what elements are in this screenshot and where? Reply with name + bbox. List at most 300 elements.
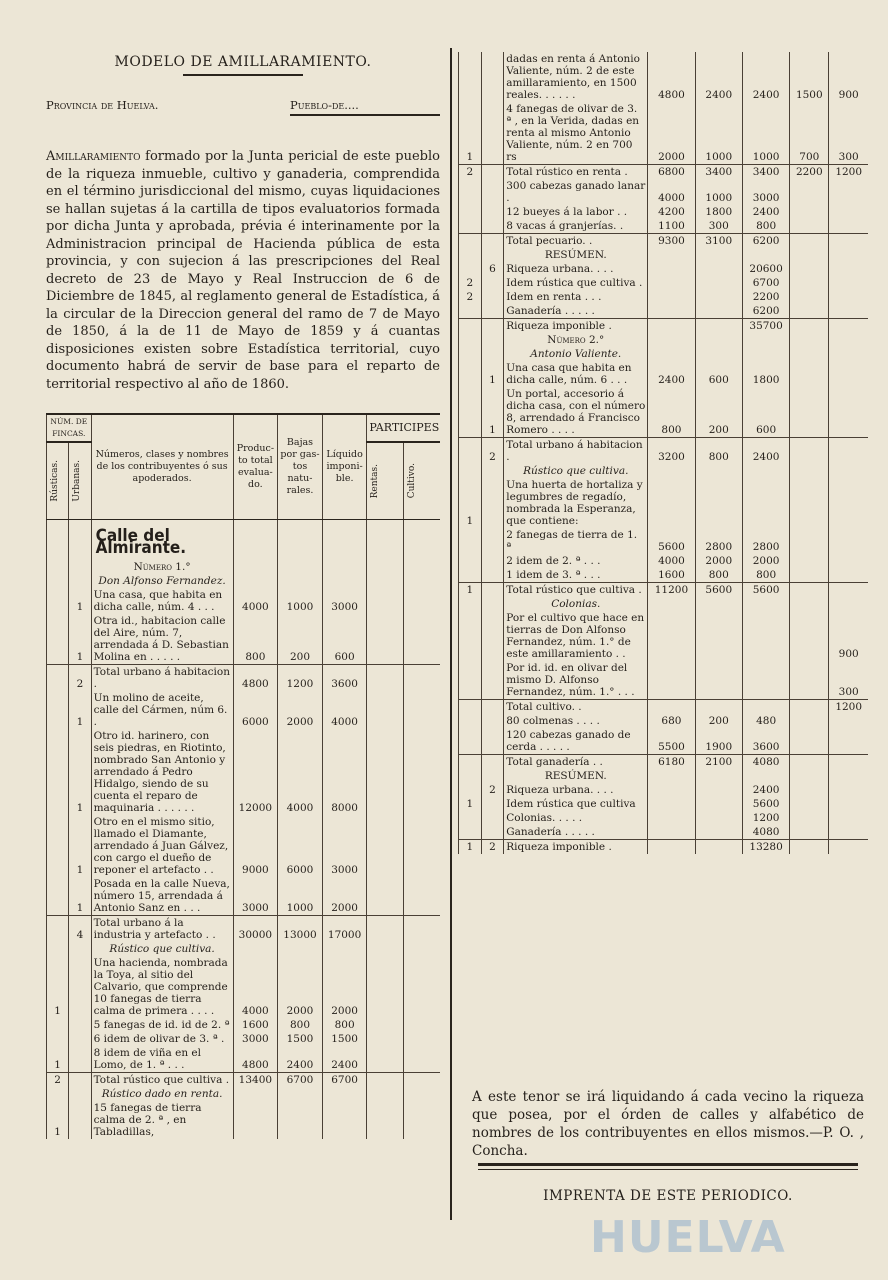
rentas-cell (790, 568, 829, 583)
left-row (47, 560, 441, 574)
right-row (459, 276, 869, 290)
right-row (459, 554, 869, 568)
urbanas-cell (481, 714, 504, 728)
producto-cell (648, 262, 695, 276)
cultivo-cell (403, 1032, 440, 1046)
cultivo-cell (403, 1046, 440, 1073)
producto-cell: 800 (233, 614, 278, 665)
liquido-cell (742, 347, 789, 361)
liquido-cell (742, 661, 789, 700)
bajas-cell: 1200 (278, 665, 323, 692)
producto-cell (233, 1101, 278, 1139)
right-row (459, 205, 869, 219)
rusticas-cell (459, 333, 482, 347)
cultivo-cell (829, 464, 868, 478)
rusticas-cell (459, 464, 482, 478)
rusticas-cell (459, 783, 482, 797)
urbanas-cell (481, 205, 504, 219)
liquido-cell: 2400 (742, 438, 789, 465)
cultivo-cell (829, 262, 868, 276)
cultivo-cell: 1200 (829, 165, 868, 180)
bajas-cell: 1900 (695, 728, 742, 755)
cultivo-cell (403, 574, 440, 588)
liquido-cell: 6200 (742, 304, 789, 319)
rentas-cell (367, 916, 404, 943)
bajas-cell: 200 (278, 614, 323, 665)
producto-cell: 4000 (648, 179, 695, 205)
producto-cell (648, 478, 695, 528)
cultivo-cell (403, 614, 440, 665)
right-row (459, 714, 869, 728)
right-row (459, 478, 869, 528)
urbanas-cell (69, 1073, 91, 1088)
bajas-cell (695, 248, 742, 262)
left-row (47, 916, 441, 943)
bajas-cell (695, 597, 742, 611)
urbanas-cell (481, 464, 504, 478)
rusticas-cell (459, 304, 482, 319)
liquido-cell: 4080 (742, 825, 789, 840)
rusticas-cell (459, 714, 482, 728)
cultivo-cell (829, 528, 868, 554)
cultivo-cell (829, 728, 868, 755)
rusticas-cell: 2 (459, 165, 482, 180)
producto-cell: 3200 (648, 438, 695, 465)
description-cell: Posada en la calle Nueva, número 15, arrendada á Antonio Sanz en . . . (91, 877, 233, 916)
cultivo-cell (829, 583, 868, 598)
left-row (47, 1087, 441, 1101)
right-row (459, 347, 869, 361)
cultivo-cell (829, 783, 868, 797)
liquido-cell: 6700 (742, 276, 789, 290)
liquido-cell (322, 574, 367, 588)
urbanas-cell (481, 583, 504, 598)
urbanas-cell: 6 (481, 262, 504, 276)
description-cell: Total rústico que cultiva . (504, 583, 648, 598)
producto-cell (648, 611, 695, 661)
rentas-cell (790, 248, 829, 262)
rentas-cell (790, 797, 829, 811)
rentas-cell (367, 520, 404, 561)
cultivo-cell (829, 811, 868, 825)
description-cell: Por el cultivo que hace en tierras de Don Alfonso Fernandez, núm. 1.° de este amillaramiento . . (504, 611, 648, 661)
right-row (459, 52, 869, 102)
liquido-cell: 4080 (742, 755, 789, 770)
producto-cell (648, 840, 695, 855)
rentas-cell (790, 554, 829, 568)
producto-cell: 30000 (233, 916, 278, 943)
urbanas-cell: 1 (69, 815, 91, 877)
rusticas-cell (47, 588, 69, 614)
cultivo-cell (403, 956, 440, 1018)
description-cell: Rústico que cultiva. (504, 464, 648, 478)
left-row (47, 614, 441, 665)
rusticas-cell: 1 (459, 840, 482, 855)
urbanas-cell (481, 102, 504, 165)
description-cell: Riqueza imponible . (504, 840, 648, 855)
description-cell: Una huerta de hortaliza y legumbres de regadío, nombrada la Esperanza, que contiene: (504, 478, 648, 528)
bajas-cell: 800 (278, 1018, 323, 1032)
left-row (47, 956, 441, 1018)
cultivo-cell: 900 (829, 52, 868, 102)
left-row (47, 1073, 441, 1088)
cultivo-cell (403, 1073, 440, 1088)
bajas-cell (695, 262, 742, 276)
bajas-cell: 3100 (695, 234, 742, 249)
description-cell: 1 idem de 3. ª . . . (504, 568, 648, 583)
rusticas-cell (459, 179, 482, 205)
cultivo-cell (403, 560, 440, 574)
producto-cell: 4200 (648, 205, 695, 219)
bajas-cell: 2000 (278, 956, 323, 1018)
rusticas-cell: 1 (459, 797, 482, 811)
urbanas-cell: 1 (481, 387, 504, 438)
cultivo-cell (403, 729, 440, 815)
liquido-cell: 1200 (742, 811, 789, 825)
liquido-cell (322, 1101, 367, 1139)
header-rusticas: Rústicas. (47, 442, 69, 520)
rusticas-cell: 2 (47, 1073, 69, 1088)
rentas-cell (790, 783, 829, 797)
cultivo-cell (829, 304, 868, 319)
rentas-cell: 700 (790, 102, 829, 165)
bajas-cell: 3400 (695, 165, 742, 180)
description-cell: Una hacienda, nombrada la Toya, al sitio del Calvario, que comprende 10 fanegas de tierra calma de primera . . . . (91, 956, 233, 1018)
cultivo-cell (403, 1018, 440, 1032)
producto-cell (648, 597, 695, 611)
rentas-cell (790, 528, 829, 554)
urbanas-cell (481, 611, 504, 661)
bajas-cell: 2100 (695, 755, 742, 770)
producto-cell (233, 1087, 278, 1101)
producto-cell: 4800 (233, 1046, 278, 1073)
urbanas-cell (69, 1101, 91, 1139)
liquido-cell: 2200 (742, 290, 789, 304)
double-rule-top (478, 1163, 858, 1166)
right-row (459, 361, 869, 387)
rusticas-cell (47, 729, 69, 815)
right-row (459, 825, 869, 840)
description-cell: RESÚMEN. (504, 248, 648, 262)
urbanas-cell (69, 1018, 91, 1032)
description-cell: 120 cabezas ganado de cerda . . . . . (504, 728, 648, 755)
urbanas-cell (481, 165, 504, 180)
rentas-cell (367, 942, 404, 956)
description-cell: Idem en renta . . . (504, 290, 648, 304)
rusticas-cell (459, 387, 482, 438)
liquido-cell: 13280 (742, 840, 789, 855)
cultivo-cell (403, 691, 440, 729)
rentas-cell (367, 956, 404, 1018)
rusticas-cell (47, 1087, 69, 1101)
description-cell: Riqueza imponible . (504, 319, 648, 334)
liquido-cell: 1500 (322, 1032, 367, 1046)
urbanas-cell (481, 333, 504, 347)
rentas-cell (790, 583, 829, 598)
description-cell: Total pecuario. . (504, 234, 648, 249)
producto-cell (648, 797, 695, 811)
rentas-cell (367, 691, 404, 729)
rentas-cell (790, 714, 829, 728)
liquido-cell: 800 (742, 568, 789, 583)
liquido-cell (322, 942, 367, 956)
producto-cell: 2400 (648, 361, 695, 387)
description-cell: dadas en renta á Antonio Valiente, núm. 2 de este amillaramiento, en 1500 reales. . . . . . (504, 52, 648, 102)
liquido-cell: 2000 (322, 956, 367, 1018)
right-row (459, 783, 869, 797)
urbanas-cell (481, 276, 504, 290)
description-cell: Total rústico en renta . (504, 165, 648, 180)
bajas-cell (695, 464, 742, 478)
bajas-cell: 1000 (278, 877, 323, 916)
description-cell: Riqueza urbana. . . . (504, 783, 648, 797)
rusticas-cell: 1 (459, 478, 482, 528)
urbanas-cell (481, 811, 504, 825)
left-row (47, 520, 441, 561)
producto-cell (648, 783, 695, 797)
rentas-cell (367, 1046, 404, 1073)
cultivo-cell (829, 205, 868, 219)
description-cell: Total cultivo. . (504, 700, 648, 715)
right-table (458, 52, 868, 854)
cultivo-cell: 1200 (829, 700, 868, 715)
liquido-cell: 2000 (742, 554, 789, 568)
bajas-cell: 2000 (278, 691, 323, 729)
left-row (47, 877, 441, 916)
rusticas-cell (459, 347, 482, 361)
rentas-cell: 1500 (790, 52, 829, 102)
watermark-text: HUELVA (590, 1212, 786, 1263)
liquido-cell: 5600 (742, 797, 789, 811)
description-cell: Un portal, accesorio á dicha casa, con el número 8, arrendado á Francisco Romero . . . . (504, 387, 648, 438)
liquido-cell: 2400 (322, 1046, 367, 1073)
producto-cell (648, 304, 695, 319)
description-cell: 2 idem de 2. ª . . . (504, 554, 648, 568)
cultivo-cell (829, 755, 868, 770)
cultivo-cell (829, 347, 868, 361)
liquido-cell: 3000 (742, 179, 789, 205)
producto-cell: 4800 (648, 52, 695, 102)
left-row (47, 574, 441, 588)
liquido-cell: 5600 (742, 583, 789, 598)
description-cell: Don Alfonso Fernandez. (91, 574, 233, 588)
description-cell: Número 2.° (504, 333, 648, 347)
rentas-cell (790, 700, 829, 715)
cultivo-cell (829, 840, 868, 855)
cultivo-cell (403, 1101, 440, 1139)
cultivo-cell (829, 387, 868, 438)
bajas-cell: 5600 (695, 583, 742, 598)
rusticas-cell (47, 815, 69, 877)
description-cell: 15 fanegas de tierra calma de 2. ª , en Tabladillas, (91, 1101, 233, 1139)
bajas-cell (695, 825, 742, 840)
urbanas-cell (69, 1032, 91, 1046)
left-row (47, 1032, 441, 1046)
rentas-cell (367, 588, 404, 614)
producto-cell: 11200 (648, 583, 695, 598)
cultivo-cell: 300 (829, 102, 868, 165)
rusticas-cell: 1 (47, 1101, 69, 1139)
right-row (459, 840, 869, 855)
left-row (47, 1046, 441, 1073)
left-row (47, 588, 441, 614)
province-line (46, 98, 440, 116)
rentas-cell (367, 1018, 404, 1032)
bajas-cell (695, 611, 742, 661)
liquido-cell: 480 (742, 714, 789, 728)
rentas-cell (790, 179, 829, 205)
liquido-cell: 600 (322, 614, 367, 665)
bajas-cell (695, 700, 742, 715)
urbanas-cell (481, 769, 504, 783)
rentas-cell (367, 1073, 404, 1088)
liquido-cell (742, 464, 789, 478)
description-cell: Número 1.° (91, 560, 233, 574)
right-row (459, 811, 869, 825)
producto-cell: 4000 (233, 588, 278, 614)
left-row (47, 815, 441, 877)
urbanas-cell (69, 520, 91, 561)
liquido-cell: 3000 (322, 815, 367, 877)
right-column (458, 52, 868, 854)
pueblo-label: Pueblo-de.... (290, 98, 440, 116)
rentas-cell (790, 728, 829, 755)
rentas-cell (790, 319, 829, 334)
urbanas-cell (481, 568, 504, 583)
cultivo-cell (403, 942, 440, 956)
rusticas-cell (47, 916, 69, 943)
producto-cell: 1600 (648, 568, 695, 583)
cultivo-cell (829, 554, 868, 568)
urbanas-cell: 1 (69, 877, 91, 916)
rusticas-cell (47, 574, 69, 588)
liquido-cell: 3600 (742, 728, 789, 755)
description-cell: Total ganadería . . (504, 755, 648, 770)
rusticas-cell (47, 665, 69, 692)
bajas-cell: 200 (695, 714, 742, 728)
description-cell: Antonio Valiente. (504, 347, 648, 361)
producto-cell: 2000 (648, 102, 695, 165)
title-ornament (183, 74, 303, 80)
liquido-cell (742, 597, 789, 611)
description-cell: Idem rústica que cultiva (504, 797, 648, 811)
liquido-cell: 6200 (742, 234, 789, 249)
urbanas-cell (481, 700, 504, 715)
liquido-cell: 4000 (322, 691, 367, 729)
cultivo-cell (403, 815, 440, 877)
rentas-cell (367, 1032, 404, 1046)
bajas-cell (278, 574, 323, 588)
header-participes: PARTICIPES (367, 414, 440, 442)
description-cell: Total urbano á habitacion . (91, 665, 233, 692)
producto-cell: 5500 (648, 728, 695, 755)
left-row (47, 1018, 441, 1032)
rusticas-cell: 2 (459, 290, 482, 304)
rentas-cell (790, 205, 829, 219)
rentas-cell (367, 815, 404, 877)
bajas-cell (695, 290, 742, 304)
rusticas-cell (459, 755, 482, 770)
urbanas-cell: 1 (69, 614, 91, 665)
description-cell: Colonias. . . . . (504, 811, 648, 825)
bajas-cell: 1500 (278, 1032, 323, 1046)
bajas-cell (695, 319, 742, 334)
bajas-cell: 800 (695, 568, 742, 583)
urbanas-cell (481, 661, 504, 700)
bajas-cell (695, 769, 742, 783)
bajas-cell (695, 811, 742, 825)
cultivo-cell (829, 319, 868, 334)
bajas-cell (695, 276, 742, 290)
bajas-cell: 4000 (278, 729, 323, 815)
description-cell: Otro id. harinero, con seis piedras, en Riotinto, nombrado San Antonio y arrendado á Pedro Hidalgo, siendo de su cuenta el reparo de maquinaria . . . . . . (91, 729, 233, 815)
rentas-cell (367, 614, 404, 665)
bajas-cell: 13000 (278, 916, 323, 943)
liquido-cell (322, 520, 367, 561)
description-cell: 2 fanegas de tierra de 1. ª (504, 528, 648, 554)
rusticas-cell: 1 (459, 102, 482, 165)
liquido-cell: 2400 (742, 783, 789, 797)
rentas-cell (367, 729, 404, 815)
rusticas-cell: 1 (47, 1046, 69, 1073)
producto-cell (233, 520, 278, 561)
liquido-cell (742, 248, 789, 262)
liquido-cell: 2800 (742, 528, 789, 554)
left-row (47, 665, 441, 692)
description-cell: 5 fanegas de id. id de 2. ª (91, 1018, 233, 1032)
producto-cell (648, 276, 695, 290)
producto-cell: 680 (648, 714, 695, 728)
rusticas-cell (459, 661, 482, 700)
liquido-cell: 3600 (322, 665, 367, 692)
rentas-cell (790, 464, 829, 478)
liquido-cell (742, 769, 789, 783)
rusticas-cell (47, 614, 69, 665)
urbanas-cell (69, 560, 91, 574)
producto-cell (233, 942, 278, 956)
rentas-cell (367, 877, 404, 916)
right-row (459, 464, 869, 478)
rusticas-cell (459, 52, 482, 102)
liquido-cell: 2400 (742, 52, 789, 102)
urbanas-cell (69, 1046, 91, 1073)
producto-cell: 9000 (233, 815, 278, 877)
intro-text: formado por la Junta pericial de este pueblo de la riqueza inmueble, cultivo y ganaderia, comprendida en el término jurisdiccional del mismo, cuyas liquidaciones se hallan sujetas á la cartilla de tipos evaluatorios formada por dicha Junta y aprobada, prévia é interinamente por la Administracion principal de Hacienda pública de esta provincia, y con sujecion á las prescripciones del Real decreto de 23 de Mayo y Real Instruccion de 6 de Diciembre de 1845, al reglamento general de Estadística, á la circular de la Direccion general del ramo de 7 de Mayo de 1850, á la de 11 de Mayo de 1859 y á cuantas disposiciones existen sobre Estadística territorial, cuyo documento habrá de servir de base para el reparto de territorial respectivo al año de 1860. (46, 149, 440, 392)
producto-cell (648, 825, 695, 840)
header-cultivo: Cultivo. (403, 442, 440, 520)
bajas-cell: 1000 (695, 102, 742, 165)
cultivo-cell (829, 290, 868, 304)
producto-cell (648, 661, 695, 700)
producto-cell (648, 248, 695, 262)
urbanas-cell (69, 942, 91, 956)
liquido-cell: 20600 (742, 262, 789, 276)
rentas-cell (790, 597, 829, 611)
producto-cell: 3000 (233, 1032, 278, 1046)
left-table (46, 413, 440, 1139)
description-cell: Rústico que cultiva. (91, 942, 233, 956)
bajas-cell (695, 478, 742, 528)
rusticas-cell (459, 611, 482, 661)
rusticas-cell (47, 877, 69, 916)
rentas-cell (790, 333, 829, 347)
description-cell: 80 colmenas . . . . (504, 714, 648, 728)
right-row (459, 234, 869, 249)
left-row (47, 691, 441, 729)
bajas-cell (695, 347, 742, 361)
cultivo-cell (829, 276, 868, 290)
rusticas-cell (459, 700, 482, 715)
